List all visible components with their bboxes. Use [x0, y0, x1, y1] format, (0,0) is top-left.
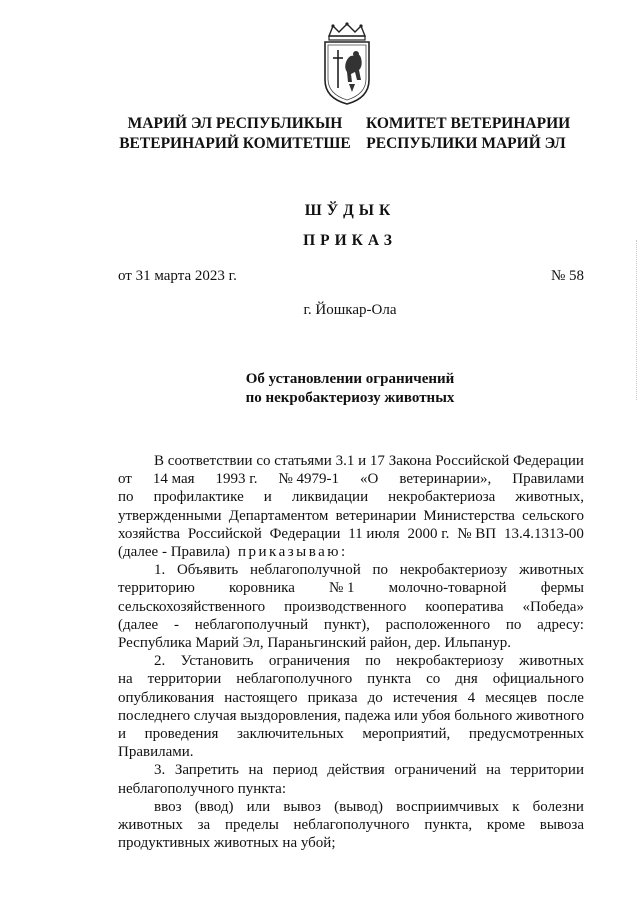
body-word: животных — [519, 562, 584, 579]
body-word: выздоровления, — [240, 707, 341, 724]
body-word: Российской — [187, 525, 262, 542]
body-line — [118, 634, 584, 652]
body-word: территорию — [118, 580, 195, 597]
body-word: 17 — [369, 453, 385, 469]
body-line — [118, 579, 584, 597]
body-word: некробактериозу — [396, 653, 504, 670]
doc-title — [0, 370, 640, 408]
body-line — [118, 652, 584, 670]
body-word: некробактериозу — [399, 562, 508, 579]
body-word: № 1 — [328, 580, 355, 597]
body-word: ограничения — [268, 653, 350, 670]
header-left — [110, 114, 360, 154]
body-word: Министерства — [423, 507, 515, 524]
body-word: 1993 г. — [215, 471, 258, 488]
body-word: Федерации — [513, 453, 584, 469]
body-word: за — [197, 817, 211, 834]
body-word: № 4979-1 — [278, 471, 340, 488]
body-word: болезни — [532, 798, 584, 815]
body-word: на — [486, 762, 501, 779]
body-word: животных — [519, 653, 584, 670]
body-word: ликвидации — [291, 489, 369, 506]
body-word: от — [118, 471, 132, 488]
body-line — [118, 561, 584, 579]
body-line — [118, 452, 584, 470]
body-line — [118, 598, 584, 616]
body-word: Правилами — [512, 471, 584, 488]
body-word: хозяйства — [118, 525, 181, 542]
body-word: 11 июля — [348, 525, 400, 542]
body-word: настоящего — [224, 689, 298, 706]
body-word: ветеринарии», — [399, 471, 492, 488]
doc-city: г. Йошкар-Ола — [303, 302, 397, 318]
body-word: по — [505, 616, 522, 633]
body-word: Закона — [388, 453, 432, 469]
body-line — [118, 780, 584, 798]
body-word: и — [118, 726, 127, 743]
body-word: действия — [327, 762, 385, 779]
body-word: кроме — [486, 817, 526, 834]
body-word: последнего — [118, 707, 191, 724]
body-word: предусмотренных — [468, 726, 584, 743]
body-word: животных, — [515, 489, 584, 506]
body-word: статьями — [274, 453, 332, 469]
body-line — [118, 761, 584, 779]
body-word: фермы — [540, 580, 584, 597]
body-line — [118, 525, 584, 543]
body-word: профилактике — [153, 489, 244, 506]
body-word: кооператива — [425, 598, 504, 615]
body-word: после — [547, 689, 584, 706]
body-word: Объявить — [176, 562, 239, 579]
body-word: «Победа» — [522, 598, 584, 615]
body-word: официального — [492, 671, 584, 688]
body-word: пункта, — [424, 817, 473, 834]
body-word: Департаментом — [228, 507, 329, 524]
body-word: (далее - Правила) — [118, 544, 230, 561]
header-right — [366, 114, 571, 154]
body-word: 2000 г. — [407, 525, 450, 542]
body-line — [118, 689, 584, 707]
body-word: по — [372, 562, 388, 579]
body-line — [118, 798, 584, 816]
body-word: неблагополучный — [194, 616, 309, 633]
body-word: 3. — [154, 762, 166, 779]
body-word: истечения — [392, 689, 458, 706]
body-word: неблагополучного пункта: — [118, 780, 286, 797]
body-word: Республика Марий Эл, Параньгинский район, дер. Ильпанур. — [118, 635, 511, 652]
body-word: вывоз — [283, 798, 321, 815]
body-word: пункт), — [323, 616, 370, 633]
body-word: падежа — [344, 707, 391, 724]
body-word: дня — [455, 671, 478, 688]
body-word: или — [246, 798, 271, 815]
body-word: пункта — [367, 671, 412, 688]
body-word: расположенного — [385, 616, 491, 633]
body-word: 4 — [467, 689, 476, 706]
margin-mark — [636, 240, 639, 400]
doc-type-ru: ПРИКАЗ — [303, 232, 397, 249]
body-word: Российской — [435, 453, 510, 469]
body-word: ветеринарии — [335, 507, 417, 524]
body-word: на — [248, 762, 264, 779]
body-word: животных — [118, 817, 183, 834]
body-word: неблагополучного — [293, 817, 410, 834]
body-word: сельскохозяйственного — [118, 598, 266, 615]
body-word: адресу: — [537, 616, 584, 633]
body-word: со — [256, 453, 271, 469]
body-word: до — [367, 689, 383, 706]
header-left-line-2: ВЕТЕРИНАРИЙ КОМИТЕТШЕ — [119, 135, 351, 152]
body-word: опубликования — [118, 689, 215, 706]
body-line — [118, 616, 584, 634]
body-word: заключительных — [236, 726, 344, 743]
body-line — [118, 543, 584, 561]
body-line — [118, 834, 584, 852]
body-word: продуктивных животных на убой; — [118, 835, 336, 852]
body-word: восприимчивых — [396, 798, 499, 815]
body-word: Правилами. — [118, 744, 194, 761]
body-word: (далее — [118, 616, 159, 633]
body-word: (вывод) — [334, 798, 383, 815]
header-right-line-1: КОМИТЕТ ВЕТЕРИНАРИИ — [366, 115, 571, 132]
body-word: по — [365, 653, 381, 670]
body-word: утвержденными — [118, 507, 222, 524]
header-left-line-1: МАРИЙ ЭЛ РЕСПУБЛИКЫН — [127, 115, 343, 132]
body-word: к — [512, 798, 520, 815]
body-word: по — [118, 489, 134, 506]
body-word: или — [394, 707, 418, 724]
body-word: 13.4.1313-00 — [503, 525, 584, 542]
body-word: № ВП — [457, 525, 497, 542]
body-word: 3.1 — [335, 453, 355, 469]
body-word: 14 мая — [152, 471, 195, 488]
body-word: «О — [360, 471, 379, 488]
coat-of-arms-icon — [319, 22, 375, 106]
body-word: Установить — [180, 653, 254, 670]
body-word: 2. — [154, 653, 166, 670]
body-line — [118, 470, 584, 488]
body-line — [118, 725, 584, 743]
body-word: со — [426, 671, 441, 688]
body-word: ограничений — [394, 762, 477, 779]
body-word: - — [174, 616, 179, 633]
body-line — [118, 507, 584, 525]
date-number-line — [118, 268, 584, 285]
body-line — [118, 488, 584, 506]
body-word: проведения — [144, 726, 219, 743]
body-word: коровника — [228, 580, 295, 597]
body-line — [118, 816, 584, 834]
body-word: неблагополучной — [249, 562, 361, 579]
body-word: соответствии — [167, 453, 253, 469]
header-right-line-2: РЕСПУБЛИКИ МАРИЙ ЭЛ — [366, 135, 566, 152]
doc-body — [118, 452, 584, 852]
body-word: территории — [147, 671, 222, 688]
body-word: молочно-товарной — [388, 580, 507, 597]
body-word: период — [272, 762, 318, 779]
body-word: вывоза — [539, 817, 584, 834]
body-word: некробактериоза — [388, 489, 496, 506]
body-word: 1. — [154, 562, 166, 579]
body-word: убоя — [421, 707, 451, 724]
body-line — [118, 670, 584, 688]
body-word: больного — [454, 707, 513, 724]
doc-title-line-1: Об установлении ограничений — [245, 371, 455, 387]
body-word: (ввод) — [194, 798, 234, 815]
doc-title-line-2: по некробактериозу животных — [245, 390, 455, 406]
body-word-spaced: приказываю: — [237, 544, 348, 561]
body-word: неблагополучного — [236, 671, 353, 688]
body-word: на — [118, 671, 133, 688]
body-word: производственного — [284, 598, 407, 615]
body-word: и — [263, 489, 272, 506]
body-line — [118, 707, 584, 725]
body-word: В — [154, 453, 165, 469]
body-word: животного — [515, 707, 584, 724]
body-word: мероприятий, — [362, 726, 451, 743]
body-word: случая — [193, 707, 237, 724]
doc-number: № 58 — [550, 268, 584, 284]
body-word: Запретить — [174, 762, 239, 779]
body-word: сельского — [522, 507, 584, 524]
doc-date: от 31 марта 2023 г. — [118, 268, 237, 284]
body-line — [118, 743, 584, 761]
body-word: и — [358, 453, 367, 469]
doc-type-mari: ШЎДЫК — [304, 202, 396, 219]
body-word: пределы — [224, 817, 279, 834]
body-word: приказа — [307, 689, 358, 706]
body-word: Федерации — [269, 525, 341, 542]
body-word: ввоз — [154, 798, 182, 815]
body-word: территории — [510, 762, 584, 779]
body-word: месяцев — [485, 689, 538, 706]
